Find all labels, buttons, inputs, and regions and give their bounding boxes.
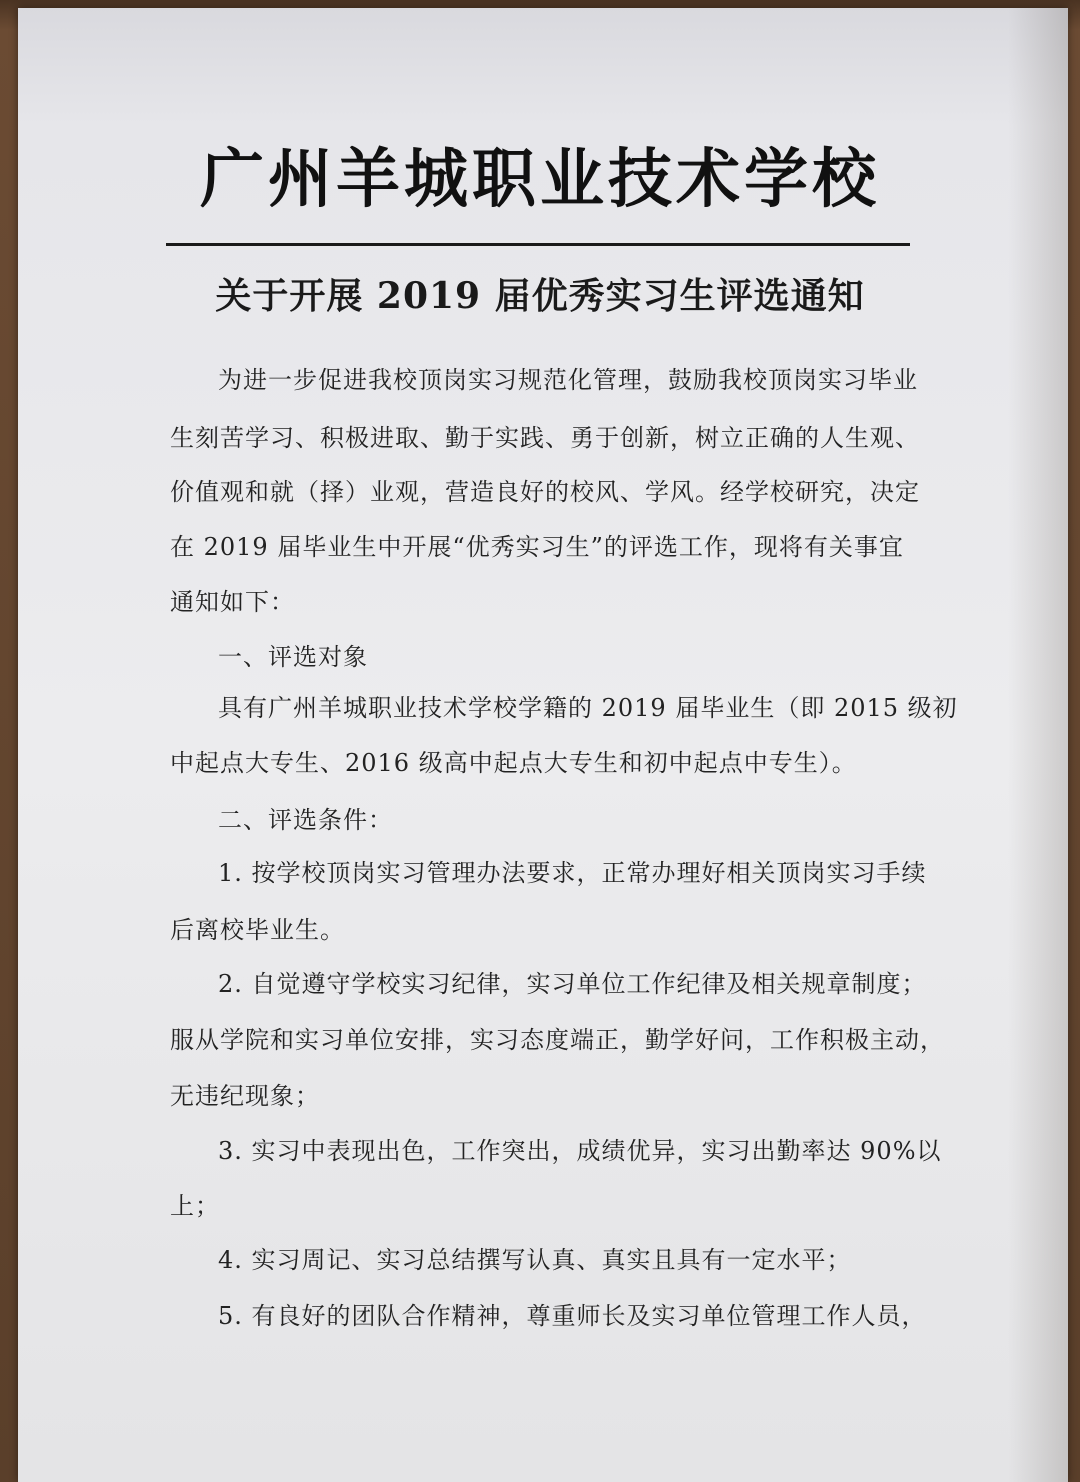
section-heading: 一、评选对象: [218, 643, 368, 671]
body-line: 2. 自觉遵守学校实习纪律，实习单位工作纪律及相关规章制度；: [218, 970, 927, 998]
body-line: 为进一步促进我校顶岗实习规范化管理，鼓励我校顶岗实习毕业: [218, 366, 918, 394]
body-line: 无违纪现象；: [170, 1082, 320, 1110]
body-line: 服从学院和实习单位安排，实习态度端正，勤学好问，工作积极主动，: [170, 1026, 945, 1054]
body-line: 4. 实习周记、实习总结撰写认真、真实且具有一定水平；: [218, 1246, 852, 1274]
body-line: 生刻苦学习、积极进取、勤于实践、勇于创新，树立正确的人生观、: [170, 424, 920, 452]
body-line: 中起点大专生、2016 级高中起点大专生和初中起点中专生）。: [170, 749, 857, 777]
body-line: 3. 实习中表现出色，工作突出，成绩优异，实习出勤率达 90%以: [218, 1137, 942, 1165]
body-line: 1. 按学校顶岗实习管理办法要求，正常办理好相关顶岗实习手续: [218, 859, 927, 887]
body-line: 上；: [170, 1192, 220, 1220]
body-line: 价值观和就（择）业观，营造良好的校风、学风。经学校研究，决定: [170, 478, 920, 506]
body-line: 后离校毕业生。: [170, 916, 345, 944]
body-line: 具有广州羊城职业技术学校学籍的 2019 届毕业生（即 2015 级初: [218, 694, 958, 722]
school-name-heading: 广州羊城职业技术学校: [200, 143, 880, 217]
body-line: 在 2019 届毕业生中开展“优秀实习生”的评选工作，现将有关事宜: [170, 533, 904, 561]
body-line: 通知如下：: [170, 588, 295, 616]
section-heading: 二、评选条件：: [218, 806, 393, 834]
body-line: 5. 有良好的团队合作精神，尊重师长及实习单位管理工作人员，: [218, 1302, 927, 1330]
heading-divider: [166, 243, 910, 246]
notice-title: 关于开展 2019 届优秀实习生评选通知: [215, 275, 865, 317]
